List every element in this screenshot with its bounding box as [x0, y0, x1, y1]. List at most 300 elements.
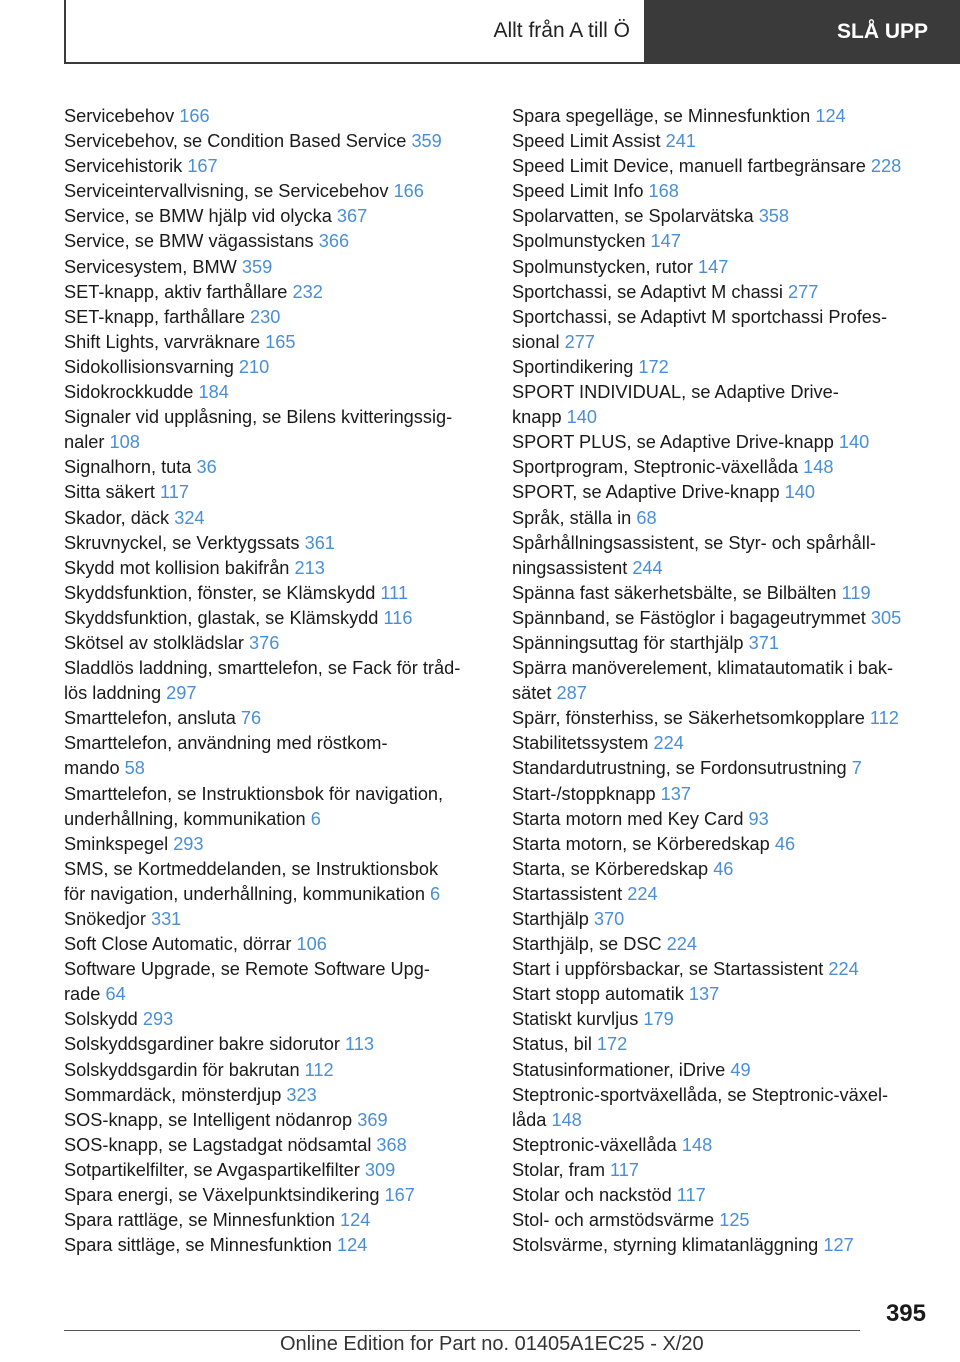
page-reference-link[interactable]: 124: [336, 1235, 368, 1256]
index-entry-text: underhållning, kommunikation: [64, 808, 311, 829]
page-reference-link[interactable]: 46: [713, 858, 734, 879]
index-entry-text: SET-knapp, aktiv farthållare: [64, 281, 293, 302]
page-reference-link[interactable]: 167: [187, 156, 218, 177]
page-reference-link[interactable]: 167: [384, 1185, 415, 1206]
index-entry-text: mando: [64, 758, 125, 779]
page-reference-link[interactable]: 224: [627, 883, 658, 904]
index-entry-text: Sommardäck, mönsterdjup: [64, 1084, 287, 1105]
index-entry-text: Serviceintervallvisning, se Servicebehov: [64, 181, 394, 202]
page-reference-link[interactable]: 7: [851, 758, 862, 779]
index-entry: [64, 305, 494, 330]
page-reference-link[interactable]: 367: [336, 206, 368, 227]
index-entry-text: Sitta säkert: [64, 482, 161, 503]
page-reference-link[interactable]: 224: [828, 959, 859, 980]
index-entry-line: [64, 1083, 494, 1108]
index-entry: [64, 506, 494, 531]
index-entry: [64, 480, 494, 505]
index-entry-text: SOS-knapp, se Intelligent nödanrop: [64, 1109, 358, 1130]
index-entry-line: [512, 857, 942, 882]
index-entry-line: [64, 581, 494, 606]
index-entry-text: Spännband, se Fästöglor i bagageutrymmet: [512, 607, 871, 628]
index-entry: [512, 1133, 942, 1158]
index-entry: [64, 405, 494, 455]
index-entry-text: Sportchassi, se Adaptivt M sportchassi Profes-: [512, 306, 888, 327]
index-entry-line: [64, 1133, 494, 1158]
page-reference-link[interactable]: 58: [124, 758, 145, 779]
index-entry-line: [64, 882, 494, 907]
index-entry-text: Start stopp automatik: [512, 984, 689, 1005]
index-entry: [512, 430, 942, 455]
index-entry-text: naler: [64, 432, 110, 453]
index-entry-line: [512, 129, 942, 154]
index-entry-line: [64, 556, 494, 581]
page-reference-link[interactable]: 324: [174, 507, 205, 528]
index-entry-line: [64, 380, 494, 405]
page-reference-link[interactable]: 172: [638, 356, 669, 377]
index-entry-text: knapp: [512, 407, 567, 428]
index-entry-text: SPORT PLUS, se Adaptive Drive-knapp: [512, 432, 839, 453]
index-entry-text: Steptronic-växellåda: [512, 1134, 682, 1155]
index-entry: [64, 1158, 494, 1183]
page-reference-link[interactable]: 293: [142, 1009, 174, 1030]
index-entry: [512, 606, 942, 631]
page-reference-link[interactable]: 179: [643, 1009, 674, 1030]
index-entry-text: sätet: [512, 683, 557, 704]
index-entry: [64, 606, 494, 631]
index-entry: [64, 907, 494, 932]
index-entry-text: Skydd mot kollision bakifrån: [64, 557, 295, 578]
index-entry: [64, 932, 494, 957]
page-reference-link[interactable]: 297: [166, 683, 197, 704]
index-entry-text: Spolmunstycken: [512, 231, 651, 252]
index-entry-text: Stolsvärme, styrning klimatanläggning: [512, 1235, 824, 1256]
index-entry-line: [64, 154, 494, 179]
page-reference-link[interactable]: 148: [803, 457, 834, 478]
index-entry-text: SMS, se Kortmeddelanden, se Instruktionsbok: [64, 858, 439, 879]
index-entry-line: [64, 706, 494, 731]
index-entry-text: Smarttelefon, användning med röstkom-: [64, 733, 388, 754]
index-entry-text: Skador, däck: [64, 507, 175, 528]
index-entry-line: [64, 1208, 494, 1233]
index-entry: [512, 631, 942, 656]
index-entry: [512, 154, 942, 179]
index-entry-line: [64, 631, 494, 656]
page-reference-link[interactable]: 140: [566, 407, 597, 428]
index-entry: [512, 255, 942, 280]
index-entry-line: [512, 1108, 942, 1133]
index-entry-text: Speed Limit Device, manuell fartbegränsare: [512, 156, 871, 177]
index-entry-text: sional: [512, 331, 565, 352]
index-entry: [512, 857, 942, 882]
index-entry-text: Snökedjor: [64, 909, 151, 929]
index-entry-line: [512, 506, 942, 531]
index-entry-text: Start-/stoppknapp: [512, 783, 661, 804]
index-entry: [64, 531, 494, 556]
index-entry-line: [512, 807, 942, 832]
index-entry-text: Spårhållningsassistent, se Styr- och spårhåll-: [512, 532, 876, 553]
index-entry-line: [64, 756, 494, 781]
index-entry: [64, 1108, 494, 1133]
index-entry-line: [512, 556, 942, 581]
page-reference-link[interactable]: 168: [648, 181, 679, 202]
index-entry: [512, 782, 942, 807]
index-entry-line: [64, 1032, 494, 1057]
index-entry-line: [64, 480, 494, 505]
index-entry-line: [512, 355, 942, 380]
index-entry-text: SOS-knapp, se Lagstadgat nödsamtal: [64, 1134, 377, 1155]
page-reference-link[interactable]: 111: [380, 582, 409, 603]
page-reference-link[interactable]: 125: [719, 1210, 750, 1231]
index-entry-line: [512, 681, 942, 706]
index-entry: [512, 204, 942, 229]
index-column-left: [64, 104, 494, 1258]
index-entry-text: Skötsel av stolklädslar: [64, 632, 249, 653]
index-entry: [512, 531, 942, 581]
top-navigation: [64, 0, 960, 64]
index-entry-text: Spara energi, se Växelpunktsindikering: [64, 1185, 385, 1206]
page-reference-link[interactable]: 277: [787, 281, 819, 302]
index-entry-text: ningsassistent: [512, 557, 633, 578]
index-entry: [64, 631, 494, 656]
index-entry-line: [64, 1108, 494, 1133]
index-entry-text: Starta, se Körberedskap: [512, 858, 714, 879]
index-entry-text: SET-knapp, farthållare: [64, 306, 251, 327]
index-entry-line: [512, 1058, 942, 1083]
index-entry: [64, 957, 494, 1007]
index-entry: [512, 807, 942, 832]
page-reference-link[interactable]: 331: [150, 909, 182, 929]
index-entry: [512, 1158, 942, 1183]
index-entry-text: Spara rattläge, se Minnesfunktion: [64, 1210, 341, 1231]
page-reference-link[interactable]: 148: [551, 1109, 582, 1130]
index-entry-text: Steptronic-sportväxellåda, se Steptronic-växel-: [512, 1084, 889, 1105]
index-entry: [512, 1083, 942, 1133]
page-reference-link[interactable]: 6: [430, 883, 441, 904]
index-entry: [512, 280, 942, 305]
index-entry: [512, 932, 942, 957]
index-entry-line: [64, 129, 494, 154]
page-reference-link[interactable]: 140: [784, 482, 815, 503]
index-entry-text: Sidokrockkudde: [64, 382, 199, 403]
page-reference-link[interactable]: 366: [318, 231, 350, 252]
page-reference-link[interactable]: 165: [265, 331, 296, 352]
page-reference-link[interactable]: 376: [248, 632, 280, 653]
index-entry-text: SPORT, se Adaptive Drive-knapp: [512, 482, 785, 503]
index-entry-line: [64, 982, 494, 1007]
index-entry: [512, 706, 942, 731]
index-entry-text: Skyddsfunktion, fönster, se Klämskydd: [64, 582, 381, 603]
index-entry: [512, 581, 942, 606]
index-entry-line: [512, 430, 942, 455]
index-entry: [64, 330, 494, 355]
page-reference-link[interactable]: 64: [105, 984, 126, 1005]
index-entry-line: [64, 907, 494, 932]
index-entry-line: [64, 179, 494, 204]
page-reference-link[interactable]: 112: [869, 708, 899, 729]
index-entry-text: Software Upgrade, se Remote Software Upg-: [64, 959, 430, 980]
index-entry: [64, 129, 494, 154]
page-reference-link[interactable]: 232: [292, 281, 323, 302]
index-entry: [512, 1058, 942, 1083]
page-reference-link[interactable]: 368: [376, 1134, 407, 1155]
page-reference-link[interactable]: 119: [841, 582, 871, 603]
lookup-nav-button[interactable]: SLÅ UPP: [646, 0, 960, 64]
page-reference-link[interactable]: 112: [304, 1059, 334, 1080]
index-entry-line: [64, 531, 494, 556]
index-entry-line: [512, 932, 942, 957]
page-reference-link[interactable]: 371: [748, 632, 779, 653]
page-reference-link[interactable]: 172: [596, 1034, 628, 1055]
index-entry-text: låda: [512, 1109, 552, 1130]
page-reference-link[interactable]: 224: [653, 733, 684, 754]
index-entry-text: Sportprogram, Steptronic-växellåda: [512, 457, 804, 478]
index-entry: [64, 832, 494, 857]
index-entry-line: [512, 706, 942, 731]
index-entry-line: [512, 480, 942, 505]
index-entry-text: SPORT INDIVIDUAL, se Adaptive Drive-: [512, 382, 839, 403]
index-entry-text: Skyddsfunktion, glastak, se Klämskydd: [64, 607, 384, 628]
index-entry-text: Statiskt kurvljus: [512, 1009, 644, 1030]
index-entry-line: [64, 1183, 494, 1208]
index-entry-text: Stolar, fram: [512, 1159, 611, 1180]
index-entry-text: Smarttelefon, se Instruktionsbok för navigation,: [64, 783, 444, 804]
index-entry-line: [64, 932, 494, 957]
index-entry-line: [512, 731, 942, 756]
index-entry: [512, 832, 942, 857]
index-entry: [64, 706, 494, 731]
index-entry: [64, 1233, 494, 1258]
index-entry: [64, 782, 494, 832]
index-entry-line: [512, 1183, 942, 1208]
index-entry-line: [512, 330, 942, 355]
index-entry: [64, 280, 494, 305]
index-entry-line: [512, 907, 942, 932]
index-entry-line: [512, 1158, 942, 1183]
index-entry-text: Språk, ställa in: [512, 507, 637, 528]
page-reference-link[interactable]: 124: [340, 1210, 371, 1231]
index-entry-line: [64, 104, 494, 129]
page-reference-link[interactable]: 46: [774, 833, 796, 854]
index-entry-text: lös laddning: [64, 683, 167, 704]
page-reference-link[interactable]: 323: [286, 1084, 317, 1105]
page-reference-link[interactable]: 210: [238, 356, 270, 377]
index-entry-line: [512, 229, 942, 254]
index-entry: [512, 907, 942, 932]
index-entry-text: Speed Limit Assist: [512, 131, 666, 152]
index-entry: [64, 1183, 494, 1208]
index-entry: [64, 255, 494, 280]
index-entry-line: [512, 154, 942, 179]
index-entry-line: [64, 255, 494, 280]
index-entry-line: [512, 1032, 942, 1057]
index-entry-text: Statusinformationer, iDrive: [512, 1059, 731, 1080]
index-entry: [64, 857, 494, 907]
index-entry-line: [64, 1007, 494, 1032]
page-reference-link[interactable]: 6: [310, 808, 321, 829]
index-entry: [64, 355, 494, 380]
index-entry: [64, 179, 494, 204]
index-entry-line: [64, 1058, 494, 1083]
page-reference-link[interactable]: 108: [109, 432, 140, 453]
index-entry: [512, 480, 942, 505]
page-reference-link[interactable]: 106: [296, 934, 327, 955]
index-entry: [64, 455, 494, 480]
page-reference-link[interactable]: 140: [838, 432, 870, 453]
index-entry-line: [512, 1208, 942, 1233]
page-reference-link[interactable]: 359: [241, 256, 273, 277]
index-entry-line: [64, 280, 494, 305]
page-reference-link[interactable]: 228: [870, 156, 902, 177]
page-reference-link[interactable]: 148: [681, 1134, 713, 1155]
index-entry: [64, 1083, 494, 1108]
index-entry: [64, 229, 494, 254]
index-entry: [64, 1133, 494, 1158]
index-entry-text: Standardutrustning, se Fordonsutrustning: [512, 758, 852, 779]
index-entry: [512, 1208, 942, 1233]
page-reference-link[interactable]: 68: [636, 507, 657, 528]
page-reference-link[interactable]: 230: [250, 306, 281, 327]
page-reference-link[interactable]: 213: [294, 557, 325, 578]
index-entry-text: Status, bil: [512, 1034, 597, 1055]
index-entry: [64, 380, 494, 405]
index-entry-line: [512, 1233, 942, 1258]
page-reference-link[interactable]: 113: [345, 1034, 375, 1055]
index-entry-text: Starta motorn, se Körberedskap: [512, 833, 775, 854]
index-entry: [64, 104, 494, 129]
page-reference-link[interactable]: 117: [160, 482, 190, 503]
index-entry-text: Sportindikering: [512, 356, 639, 377]
index-entry-text: Sladdlös laddning, smarttelefon, se Fack för tråd-: [64, 658, 461, 679]
index-entry: [64, 731, 494, 781]
page-reference-link[interactable]: 166: [179, 106, 210, 126]
index-entry-line: [512, 606, 942, 631]
page-reference-link[interactable]: 244: [632, 557, 663, 578]
page-reference-link[interactable]: 76: [240, 708, 262, 729]
page-reference-link[interactable]: 117: [676, 1185, 706, 1206]
index-entry: [512, 129, 942, 154]
index-entry: [512, 506, 942, 531]
index-entry-text: Sidokollisionsvarning: [64, 356, 239, 377]
page-reference-link[interactable]: 369: [357, 1109, 388, 1130]
page-reference-link[interactable]: 293: [173, 833, 204, 854]
index-entry-line: [512, 1007, 942, 1032]
index-entry: [64, 1032, 494, 1057]
page-reference-link[interactable]: 49: [730, 1059, 751, 1080]
index-entry: [512, 104, 942, 129]
index-entry: [512, 1032, 942, 1057]
index-entry-text: Service, se BMW vägassistans: [64, 231, 319, 252]
index-entry-line: [512, 455, 942, 480]
index-entry-line: [512, 982, 942, 1007]
index-entry: [512, 1007, 942, 1032]
page-reference-link[interactable]: 358: [758, 206, 790, 227]
index-entry-text: Start i uppförsbackar, se Startassistent: [512, 959, 829, 980]
index-entry-line: [512, 204, 942, 229]
index-entry-text: Smarttelefon, ansluta: [64, 708, 241, 729]
page-reference-link[interactable]: 137: [688, 984, 720, 1005]
index-entry-text: Shift Lights, varvräknare: [64, 331, 266, 352]
index-entry: [512, 756, 942, 781]
page-reference-link[interactable]: 277: [564, 331, 595, 352]
index-entry-line: [512, 581, 942, 606]
index-entry-text: Servicebehov, se Condition Based Service: [64, 131, 412, 152]
index-entry-text: Signaler vid upplåsning, se Bilens kvitteringssig-: [64, 407, 453, 428]
index-entry-text: Spärr, fönsterhiss, se Säkerhetsomkopplare: [512, 708, 870, 729]
index-entry-text: Stolar och nackstöd: [512, 1185, 677, 1206]
index-entry-text: Solskydd: [64, 1009, 143, 1030]
page-reference-link[interactable]: 127: [823, 1235, 854, 1256]
index-nav-button[interactable]: Allt från A till Ö: [64, 0, 646, 64]
index-entry: [512, 957, 942, 982]
index-entry-line: [512, 631, 942, 656]
page-reference-link[interactable]: 309: [364, 1159, 396, 1180]
index-entry-line: [512, 280, 942, 305]
index-entry-line: [64, 355, 494, 380]
index-entry: [64, 154, 494, 179]
index-entry-line: [64, 229, 494, 254]
index-entry-text: Skruvnyckel, se Verktygssats: [64, 532, 305, 553]
index-entry: [512, 1183, 942, 1208]
index-entry-text: Servicebehov: [64, 106, 180, 126]
page-reference-link[interactable]: 305: [870, 607, 902, 628]
page-reference-link[interactable]: 370: [593, 909, 625, 929]
index-entry-line: [64, 606, 494, 631]
index-entry: [512, 982, 942, 1007]
index-entry: [64, 556, 494, 581]
page-reference-link[interactable]: 124: [815, 106, 846, 126]
page-reference-link[interactable]: 241: [665, 131, 697, 152]
page-reference-link[interactable]: 36: [196, 457, 217, 478]
index-entry-text: Startassistent: [512, 883, 628, 904]
index-entry: [512, 305, 942, 355]
index-entry-text: Spärra manöverelement, klimatautomatik i bak-: [512, 658, 894, 679]
page-reference-link[interactable]: 359: [411, 131, 442, 152]
index-entry-text: Spolarvatten, se Spolarvätska: [512, 206, 759, 227]
page-reference-link[interactable]: 137: [660, 783, 691, 804]
index-entry-text: Signalhorn, tuta: [64, 457, 197, 478]
page-reference-link[interactable]: 93: [748, 808, 769, 829]
index-entry-text: Servicesystem, BMW: [64, 256, 242, 277]
index-entry-text: Speed Limit Info: [512, 181, 649, 202]
page-reference-link[interactable]: 147: [650, 231, 681, 252]
index-entry-text: Soft Close Automatic, dörrar: [64, 934, 297, 955]
page-reference-link[interactable]: 184: [198, 382, 229, 403]
index-entry-line: [512, 832, 942, 857]
page-reference-link[interactable]: 361: [304, 532, 335, 553]
index-entry-line: [64, 455, 494, 480]
page-reference-link[interactable]: 116: [383, 607, 413, 628]
index-column-right: [512, 104, 942, 1258]
index-entry-text: Spänna fast säkerhetsbälte, se Bilbälten: [512, 582, 842, 603]
index-entry-line: [512, 782, 942, 807]
index-entry-text: Starta motorn med Key Card: [512, 808, 749, 829]
index-entry-text: rade: [64, 984, 106, 1005]
page-reference-link[interactable]: 224: [666, 934, 698, 955]
index-entry: [64, 1208, 494, 1233]
footer-divider: [64, 1330, 860, 1331]
index-entry-text: Spänningsuttag för starthjälp: [512, 632, 749, 653]
index-entry: [64, 581, 494, 606]
index-entry-text: för navigation, underhållning, kommunikation: [64, 883, 430, 904]
page-reference-link[interactable]: 287: [556, 683, 587, 704]
page-reference-link[interactable]: 166: [393, 181, 424, 202]
index-entry-line: [512, 104, 942, 129]
index-entry-text: Sportchassi, se Adaptivt M chassi: [512, 281, 788, 302]
page-reference-link[interactable]: 147: [698, 256, 729, 277]
page-reference-link[interactable]: 117: [610, 1159, 640, 1180]
index-entry-text: Stabilitetssystem: [512, 733, 654, 754]
index-entry-line: [512, 405, 942, 430]
